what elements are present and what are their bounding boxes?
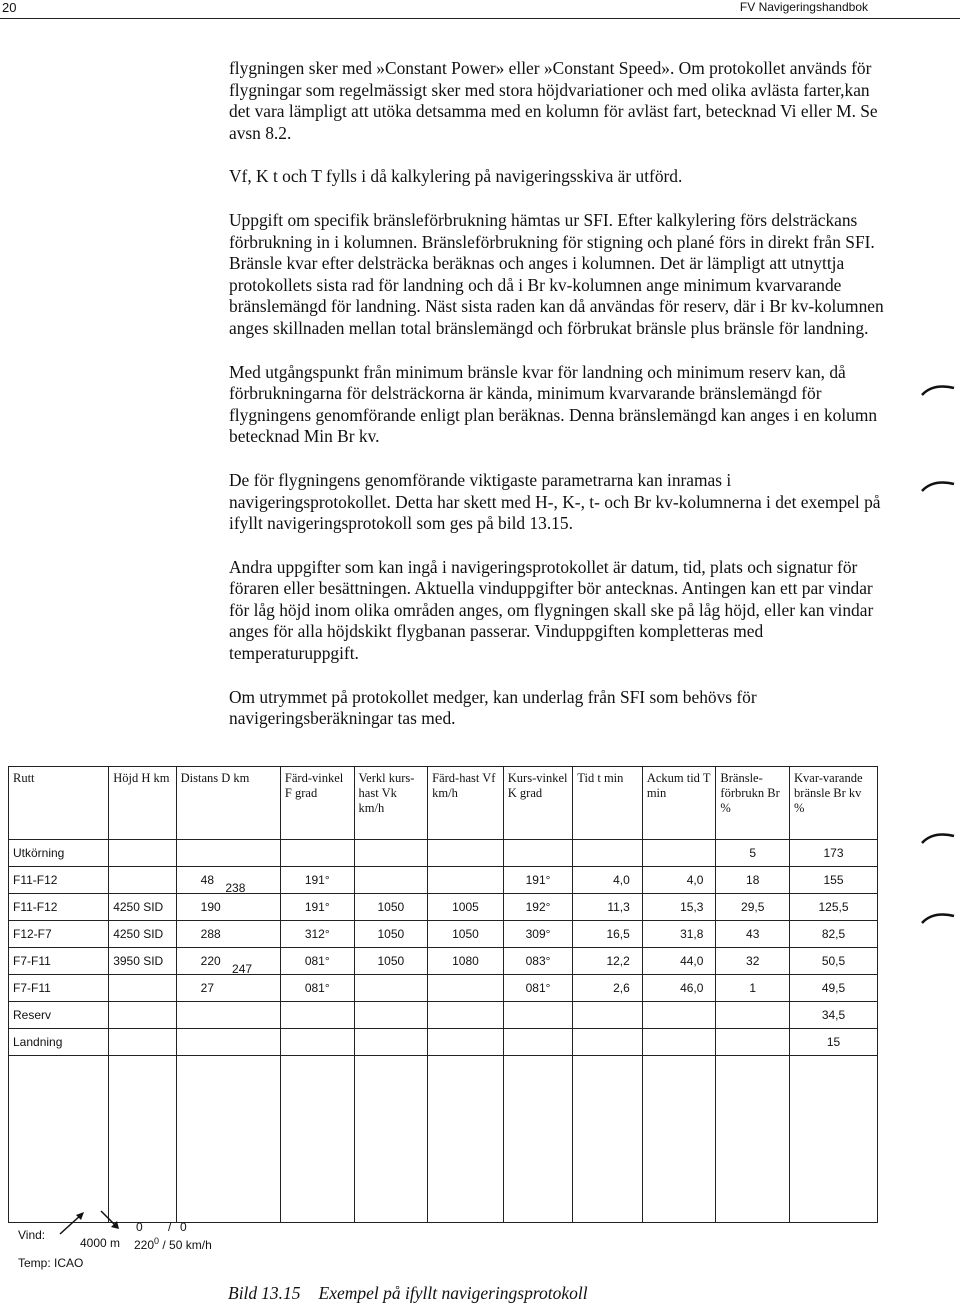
table-cell: 2,6 [573, 975, 643, 1002]
book-title: FV Navigeringshandbok [739, 0, 868, 14]
caption-number: 13.15 [261, 1283, 301, 1303]
table-cell: 1050 [354, 948, 428, 975]
table-cell: 191° [503, 867, 573, 894]
table-cell [109, 840, 176, 867]
table-cell [354, 1029, 428, 1056]
table-cell [503, 840, 573, 867]
table-cell: 190 [176, 894, 280, 921]
table-cell [428, 867, 504, 894]
table-cell [109, 1002, 176, 1029]
table-cell: 1050 [428, 921, 504, 948]
table-row [9, 1002, 878, 1029]
margin-mark-icon [921, 478, 955, 492]
table-cell [176, 1002, 280, 1029]
table-cell: 1 [716, 975, 790, 1002]
table-cell: 4,0 [573, 867, 643, 894]
table-cell: 12,2 [573, 948, 643, 975]
wind-val1-top: 0 [136, 1220, 143, 1234]
header-cell: Färd-hast Vf km/h [428, 767, 504, 840]
table-cell: 081° [503, 975, 573, 1002]
table-cell [428, 840, 504, 867]
table-cell: 15 [790, 1029, 878, 1056]
table-row [9, 894, 878, 921]
table-cell [280, 1029, 354, 1056]
table-cell [109, 867, 176, 894]
table-cell [176, 840, 280, 867]
wind-label: Vind: [18, 1228, 46, 1242]
table-cell: 4250 SID [109, 894, 176, 921]
table-cell [280, 1002, 354, 1029]
paragraph-2: Vf, K t och T fylls i då kalkylering på navigeringsskiva är utförd. [229, 166, 683, 187]
table-cell: 31,8 [642, 921, 716, 948]
table-cell: 1050 [354, 921, 428, 948]
table-cell: 1050 [354, 894, 428, 921]
table-cell: 192° [503, 894, 573, 921]
page-header [0, 0, 960, 18]
distance-total: 238 [225, 881, 246, 895]
paragraph-7: Om utrymmet på protokollet medger, kan underlag från SFI som behövs för navigeringsberäkningar tas med. [229, 686, 757, 729]
wind-val2-bottom [134, 1236, 212, 1252]
table-cell: F11-F12 [9, 867, 109, 894]
caption-label: Bild [228, 1283, 258, 1303]
table-cell [716, 1002, 790, 1029]
table-cell: 191° [280, 894, 354, 921]
table-header-row [9, 767, 878, 840]
empty-table-area [9, 1056, 878, 1223]
table-cell: F11-F12 [9, 894, 109, 921]
table-cell [428, 1029, 504, 1056]
table-cell [503, 1002, 573, 1029]
table-cell: 1005 [428, 894, 504, 921]
table-cell: 155 [790, 867, 878, 894]
table-cell: 16,5 [573, 921, 643, 948]
distance-value: 48 [200, 873, 215, 887]
table-cell [428, 1002, 504, 1029]
table-cell [428, 975, 504, 1002]
header-rule [0, 18, 960, 19]
wind-val2-top: 0 [180, 1220, 187, 1234]
table-cell: 11,3 [573, 894, 643, 921]
paragraph-6: Andra uppgifter som kan ingå i navigeringsprotokollet är datum, tid, plats och signatur för föraren eller besättningen. Aktuella vinduppgifter bör antecknas. Antingen kan ett par vindar för låg höjd inom olika områden anges, om flygningen skall ske på låg höjd, eller kan vindar anges för alla höjdskikt flygbanan passerar. Vinduppgiften kompletteras med temperaturuppgift. [229, 556, 874, 664]
header-cell: Höjd H km [109, 767, 176, 840]
table-cell: 309° [503, 921, 573, 948]
distance-value: 220 [200, 954, 221, 968]
margin-mark-icon [921, 382, 955, 396]
table-cell: 3950 SID [109, 948, 176, 975]
page-number: 20 [2, 0, 17, 15]
table-cell: 34,5 [790, 1002, 878, 1029]
table-cell: 29,5 [716, 894, 790, 921]
wind-degree: 0 [154, 1236, 160, 1246]
header-cell: Bränsle-förbrukn Br % [716, 767, 790, 840]
paragraph-1: flygningen sker med »Constant Power» eller »Constant Speed». Om protokollet används för flygningar som regelmässigt sker med stora höjdvariationer och med olika avlästa farter,kan det vara lämpligt att utöka detsamma med en kolumn för avläst fart, betecknad Vi eller M. Se avsn 8.2. [229, 58, 878, 143]
table-cell: 125,5 [790, 894, 878, 921]
table-cell: F12-F7 [9, 921, 109, 948]
wind-val1-bottom: 4000 m [80, 1236, 121, 1250]
table-cell: 18 [716, 867, 790, 894]
wind-direction: 220 [134, 1238, 155, 1252]
arrow-northeast-icon [58, 1210, 88, 1239]
header-cell: Färd-vinkel F grad [280, 767, 354, 840]
table-cell: 312° [280, 921, 354, 948]
header-cell: Ackum tid T min [642, 767, 716, 840]
table-cell: 1080 [428, 948, 504, 975]
caption-text: Exempel på ifyllt navigeringsprotokoll [318, 1283, 588, 1303]
table-cell: Landning [9, 1029, 109, 1056]
table-cell [642, 1002, 716, 1029]
table-cell: 50,5 [790, 948, 878, 975]
table-cell: 44,0 [642, 948, 716, 975]
header-cell: Kurs-vinkel K grad [503, 767, 573, 840]
table-cell: 081° [280, 948, 354, 975]
table-cell: 5 [716, 840, 790, 867]
table-cell: 173 [790, 840, 878, 867]
table-cell: F7-F11 [9, 948, 109, 975]
table-cell [176, 1029, 280, 1056]
table-cell: Reserv [9, 1002, 109, 1029]
paragraph-4: Med utgångspunkt från minimum bränsle kvar för landning och minimum reserv kan, då förbrukningarna för delsträckorna är kända, minimum kvarvarande bränslemängd för flygningens genomförande enligt plan beräknas. Denna bränslemängd kan anges i en kolumn betecknad Min Br kv. [229, 361, 878, 447]
table-cell: 82,5 [790, 921, 878, 948]
table-cell: 081° [280, 975, 354, 1002]
body-text [229, 58, 889, 752]
table-cell: F7-F11 [9, 975, 109, 1002]
table-cell [109, 975, 176, 1002]
table-cell [573, 1002, 643, 1029]
table-cell: 4,0 [642, 867, 716, 894]
table-cell [503, 1029, 573, 1056]
table-cell [573, 840, 643, 867]
header-cell: Rutt [9, 767, 109, 840]
header-cell: Distans D km [176, 767, 280, 840]
table-row [9, 921, 878, 948]
table-cell [716, 1029, 790, 1056]
table-row [9, 948, 878, 975]
table-cell: 191° [280, 867, 354, 894]
header-cell: Verkl kurs-hast Vk km/h [354, 767, 428, 840]
table-cell: 083° [503, 948, 573, 975]
navigation-protocol-table [8, 766, 878, 1223]
table-cell [354, 1002, 428, 1029]
table-cell: Utkörning [9, 840, 109, 867]
table-row [9, 1029, 878, 1056]
separator-slash-icon: / [168, 1220, 172, 1234]
table-row [9, 867, 878, 894]
table-row [9, 975, 878, 1002]
paragraph-5: De för flygningens genomförande viktigaste parametrarna kan inramas i navigeringsprotokollet. Detta har skett med H-, K-, t- och Br kv-kolumnerna i det exempel på ifyllt navigeringsprotokoll som ges på bild 13.15. [229, 469, 881, 534]
header-cell: Kvar-varande bränsle Br kv % [790, 767, 878, 840]
paragraph-3: Uppgift om specifik bränsleförbrukning hämtas ur SFI. Efter kalkylering förs delsträckans förbrukning in i kolumnen. Bränsleförbrukning för stigning och plané förs in direkt från SFI. Bränsle kvar efter delsträcka beräknas och anges i kolumnen. Det är lämpligt att utnyttja protokollets sista rad för landning och då i Br kv-kolumnen ange minimum kvarvarande bränslemängd för landning. Näst sista raden kan då användas för reserv, där i Br kv-kolumnen anges skillnaden mellan total bränslemängd och förbrukat bränsle plus bränsle för landning. [229, 209, 884, 338]
table-cell [176, 867, 280, 894]
table-cell [109, 1029, 176, 1056]
distance-total: 247 [232, 962, 253, 976]
table-cell: 288 [176, 921, 280, 948]
table-cell: 32 [716, 948, 790, 975]
table-cell: 4250 SID [109, 921, 176, 948]
margin-mark-icon [921, 910, 955, 924]
table-cell [354, 975, 428, 1002]
table-cell [642, 1029, 716, 1056]
margin-mark-icon [921, 830, 955, 844]
wind-speed: / 50 km/h [162, 1238, 212, 1252]
table-cell: 43 [716, 921, 790, 948]
table-cell [354, 867, 428, 894]
table-cell: 49,5 [790, 975, 878, 1002]
table-cell: 27 [176, 975, 280, 1002]
table-cell [354, 840, 428, 867]
table-cell: 15,3 [642, 894, 716, 921]
table-cell [573, 1029, 643, 1056]
table-row [9, 840, 878, 867]
temperature: Temp: ICAO [18, 1256, 84, 1270]
table-cell [176, 948, 280, 975]
header-cell: Tid t min [573, 767, 643, 840]
figure-caption [228, 1283, 588, 1304]
table-cell [280, 840, 354, 867]
table-cell [642, 840, 716, 867]
arrow-southeast-icon [98, 1208, 122, 1235]
table-cell: 46,0 [642, 975, 716, 1002]
